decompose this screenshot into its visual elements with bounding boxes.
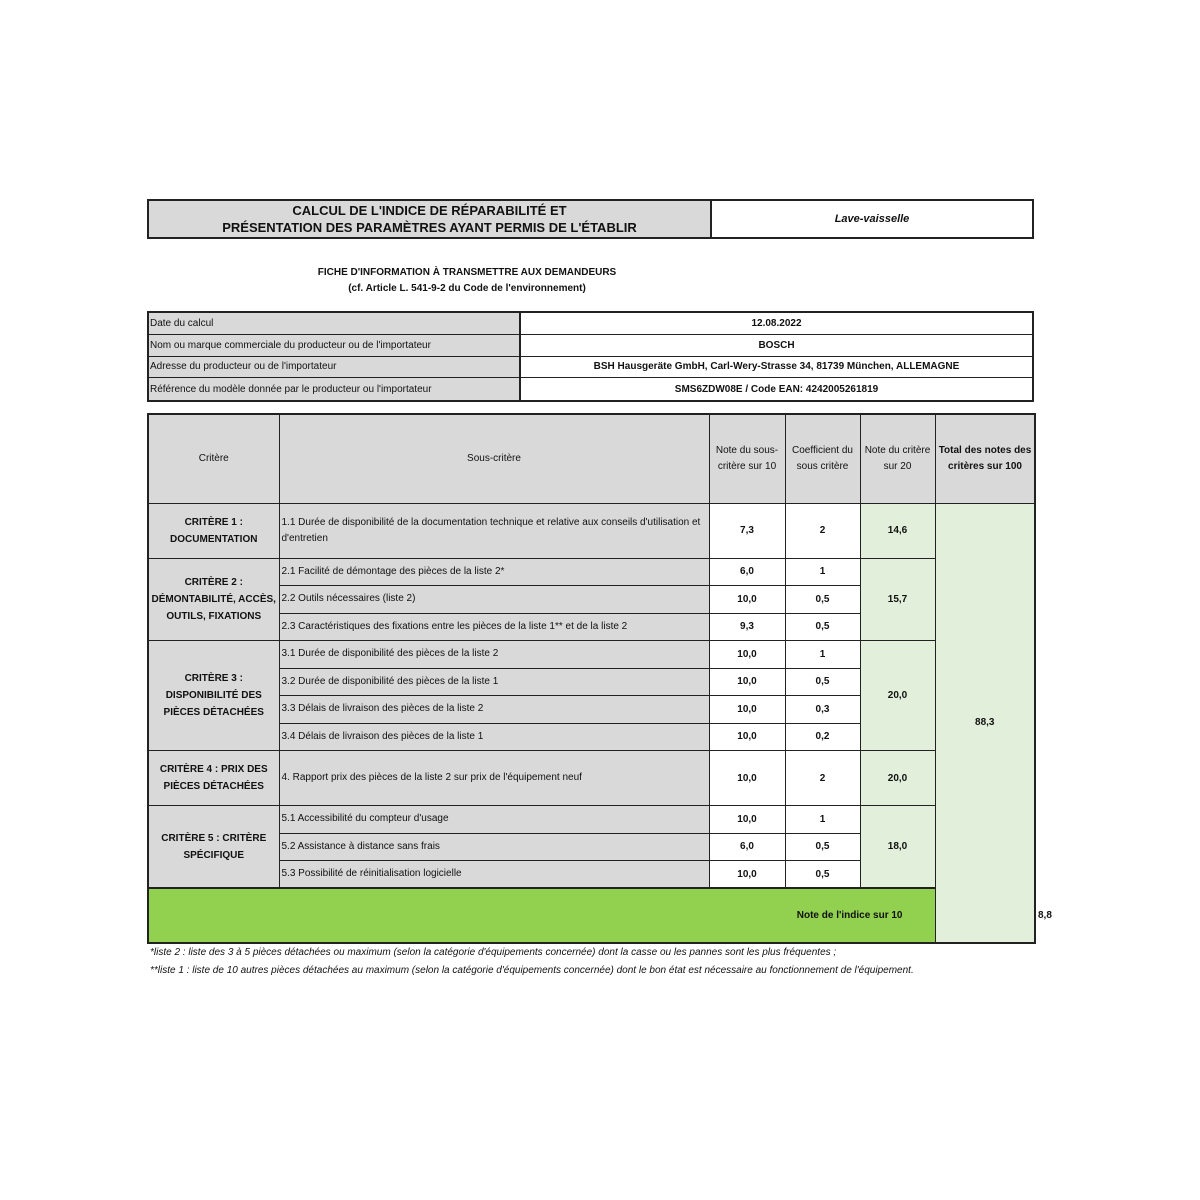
criterion-4-note: 20,0 [860, 751, 935, 806]
subcriterion-note: 6,0 [709, 833, 785, 861]
info-label: Date du calcul [149, 313, 521, 334]
subcriterion-label: 4. Rapport prix des pièces de la liste 2 sur prix de l'équipement neuf [279, 751, 709, 806]
subheading-line-1: FICHE D'INFORMATION À TRANSMETTRE AUX DEMANDEURS [317, 267, 617, 278]
subcriterion-note: 10,0 [709, 723, 785, 751]
subcriterion-coef: 0,5 [785, 833, 860, 861]
subcriterion-coef: 1 [785, 806, 860, 834]
subcriterion-label: 5.3 Possibilité de réinitialisation logicielle [279, 861, 709, 889]
subcriterion-coef: 0,2 [785, 723, 860, 751]
info-row-date [149, 313, 1032, 335]
title-line-2: PRÉSENTATION DES PARAMÈTRES AYANT PERMIS DE L'ÉTABLIR [222, 220, 637, 235]
criterion-1: CRITÈRE 1 : DOCUMENTATION [148, 503, 279, 558]
subcriterion-note: 10,0 [709, 806, 785, 834]
subcriterion-label: 1.1 Durée de disponibilité de la documentation technique et relative aux conseils d'utilisation et d'entretien [279, 503, 709, 558]
criterion-5: CRITÈRE 5 : CRITÈRE SPÉCIFIQUE [148, 806, 279, 889]
subcriterion-label: 3.3 Délais de livraison des pièces de la liste 2 [279, 696, 709, 724]
subheading-line-2: (cf. Article L. 541-9-2 du Code de l'environnement) [348, 283, 586, 294]
info-value: BOSCH [758, 339, 795, 351]
subcriterion-coef: 0,5 [785, 586, 860, 614]
subcriterion-note: 9,3 [709, 613, 785, 641]
subcriterion-note: 10,0 [709, 751, 785, 806]
subcriterion-coef: 1 [785, 641, 860, 669]
document-header [147, 199, 1034, 239]
footnote-2: **liste 1 : liste de 10 autres pièces détachées au maximum (selon la catégorie d'équipements concernée) dont le bon état est nécessaire au fonctionnement de l'équipement. [150, 965, 914, 976]
subcriterion-note: 10,0 [709, 861, 785, 889]
criterion-4: CRITÈRE 4 : PRIX DES PIÈCES DÉTACHÉES [148, 751, 279, 806]
subcriterion-label: 3.4 Délais de livraison des pièces de la liste 1 [279, 723, 709, 751]
criterion-2: CRITÈRE 2 : DÉMONTABILITÉ, ACCÈS, OUTILS, FIXATIONS [148, 558, 279, 641]
subcriterion-note: 7,3 [709, 503, 785, 558]
header-total: Total des notes des critères sur 100 [935, 414, 1035, 503]
subcriterion-label: 2.2 Outils nécessaires (liste 2) [279, 586, 709, 614]
subcriterion-label: 3.1 Durée de disponibilité des pièces de la liste 2 [279, 641, 709, 669]
document-title [149, 201, 712, 237]
subcriterion-label: 2.3 Caractéristiques des fixations entre les pièces de la liste 1** et de la liste 2 [279, 613, 709, 641]
subcriterion-coef: 0,5 [785, 613, 860, 641]
header-coefficient: Coefficient du sous critère [785, 414, 860, 503]
info-value: BSH Hausgeräte GmbH, Carl-Wery-Strasse 34, 81739 München, ALLEMAGNE [593, 361, 960, 373]
subcriterion-note: 10,0 [709, 668, 785, 696]
criterion-5-note: 18,0 [860, 806, 935, 889]
criterion-3-note: 20,0 [860, 641, 935, 751]
subcriterion-label: 3.2 Durée de disponibilité des pièces de la liste 1 [279, 668, 709, 696]
subcriterion-coef: 2 [785, 503, 860, 558]
info-row-brand [149, 335, 1032, 357]
header-note-sous-critere: Note du sous-critère sur 10 [709, 414, 785, 503]
criterion-2-note: 15,7 [860, 558, 935, 641]
subcriterion-coef: 0,5 [785, 668, 860, 696]
subcriterion-label: 2.1 Facilité de démontage des pièces de la liste 2* [279, 558, 709, 586]
final-score-label: Note de l'indice sur 10 [148, 888, 935, 943]
criterion-1-note: 14,6 [860, 503, 935, 558]
subcriterion-coef: 2 [785, 751, 860, 806]
subcriterion-note: 10,0 [709, 641, 785, 669]
total-score-100: 88,3 [935, 503, 1035, 943]
header-note-critere: Note du critère sur 20 [860, 414, 935, 503]
subcriterion-label: 5.2 Assistance à distance sans frais [279, 833, 709, 861]
criterion-3: CRITÈRE 3 : DISPONIBILITÉ DES PIÈCES DÉTACHÉES [148, 641, 279, 751]
header-critere: Critère [148, 414, 279, 503]
subcriterion-label: 5.1 Accessibilité du compteur d'usage [279, 806, 709, 834]
header-sous-critere: Sous-critère [279, 414, 709, 503]
info-row-address [149, 357, 1032, 379]
title-line-1: CALCUL DE L'INDICE DE RÉPARABILITÉ ET [292, 203, 567, 218]
subcriterion-coef: 0,3 [785, 696, 860, 724]
subheading [147, 265, 787, 297]
info-table [147, 311, 1034, 402]
subcriterion-coef: 0,5 [785, 861, 860, 889]
info-value: SMS6ZDW08E / Code EAN: 4242005261819 [674, 383, 879, 395]
info-label: Référence du modèle donnée par le producteur ou l'importateur [149, 378, 521, 400]
info-label: Adresse du producteur ou de l'importateur [149, 357, 521, 378]
info-row-model [149, 378, 1032, 400]
info-value: 12.08.2022 [751, 317, 802, 329]
subcriterion-note: 10,0 [709, 696, 785, 724]
subcriterion-coef: 1 [785, 558, 860, 586]
repairability-table: Critère Sous-critère Note du sous-critère sur 10 Coefficient du sous critère Note du critère sur 20 Total des notes des critères sur 100 CRITÈRE 1 : DOCUMENTATION 1.1 Durée de disponibilité de la documentation technique et relative aux conseils d'utilisation et d'entretien 7,3 2 14,6 88,3 CRITÈRE 2 : DÉMONTABILITÉ, ACCÈS, OUTILS, FIXATIONS 2.1 Facilité de démontage des pièces de la liste 2* 6,0 1 15,7 2.2 Outils nécessaires (liste 2) 10,0 0,5 2.3 Caractéristiques des fixations entre les pièces de la liste 1** et de la liste 2 9,3 0,5 CRITÈRE 3 : DISPONIBILITÉ DES PIÈCES DÉTACHÉES 3.1 Durée de disponibilité des pièces de la liste 2 10,0 1 20,0 3.2 Durée de disponibilité des pièces de la liste 1 10,0 0,5 3.3 Délais de livraison des pièces de la liste 2 10,0 0,3 3.4 Délais de livraison des pièces de la liste 1 10,0 0,2 CRITÈRE 4 : PRIX DES PIÈCES DÉTACHÉES 4. Rapport prix des pièces de la liste 2 sur prix de l'équipement neuf 10,0 2 20,0 CRITÈRE 5 : CRITÈRE SPÉCIFIQUE 5.1 Accessibilité du compteur d'usage 10,0 1 18,0 5.2 Assistance à distance sans frais 6,0 0,5 5.3 Possibilité de réinitialisation logicielle 10,0 0,5 Note de l'indice sur 10 8,8 [147, 413, 1036, 944]
info-label: Nom ou marque commerciale du producteur ou de l'importateur [149, 335, 521, 356]
appliance-type: Lave-vaisselle [834, 213, 910, 225]
subcriterion-note: 10,0 [709, 586, 785, 614]
subcriterion-note: 6,0 [709, 558, 785, 586]
footnote-1: *liste 2 : liste des 3 à 5 pièces détachées ou maximum (selon la catégorie d'équipements concernée) dont la casse ou les pannes sont les plus fréquentes ; [150, 947, 837, 958]
